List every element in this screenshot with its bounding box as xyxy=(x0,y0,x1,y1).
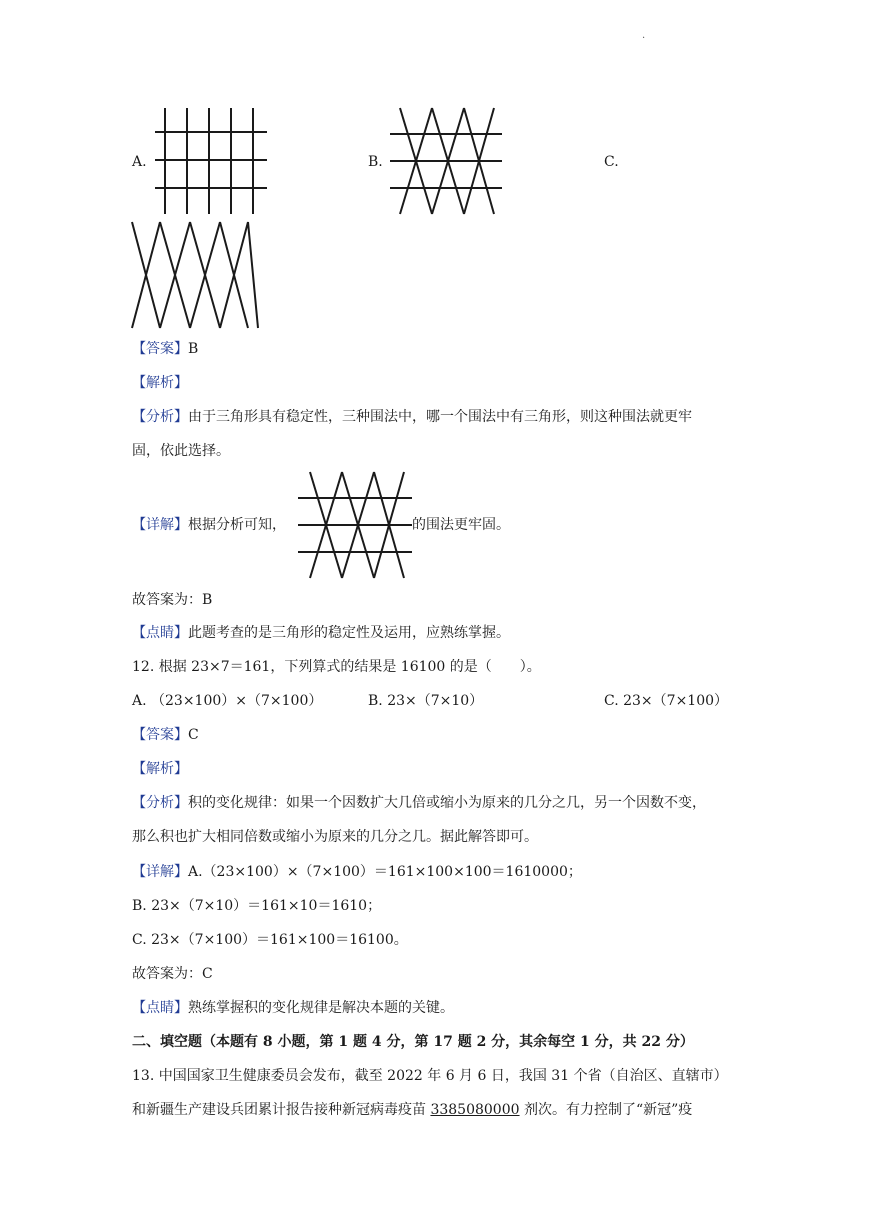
xiangjie-tag: 【详解】 xyxy=(132,864,188,880)
q12-fenxi-line1 xyxy=(132,793,706,813)
square-grid-fence-figure xyxy=(155,108,267,214)
q12-option-a: A. （23×100）×（7×100） xyxy=(132,693,323,709)
triangle-fence-inline-figure xyxy=(298,472,412,578)
answer-value: C xyxy=(188,727,199,743)
q11-final-answer: 故答案为：B xyxy=(132,592,213,608)
q12-analysis xyxy=(132,759,188,779)
header-mark: . xyxy=(642,30,646,41)
section-title: 二、填空题（本题有 8 小题，第 1 题 4 分，第 17 题 2 分，其余每空 1 分，共 22 分） xyxy=(132,1034,694,1050)
answer-tag: 【答案】 xyxy=(132,341,188,357)
q12-final-answer: 故答案为：C xyxy=(132,966,213,982)
analysis-tag: 【解析】 xyxy=(132,761,188,777)
dianjing-text: 熟练掌握积的变化规律是解决本题的关键。 xyxy=(188,1000,454,1016)
diagonal-cross-fence-figure xyxy=(130,222,260,328)
q12-dianjing xyxy=(132,998,454,1018)
xiangjie-tag: 【详解】 xyxy=(132,517,188,533)
q12-stem: 12. 根据 23×7＝161，下列算式的结果是 16100 的是（ ）。 xyxy=(132,659,541,675)
q13-text-before: 和新疆生产建设兵团累计报告接种新冠病毒疫苗 xyxy=(132,1102,431,1118)
q12-answer xyxy=(132,725,199,745)
q11-xiangjie-after: 的围法更牢固。 xyxy=(412,517,510,533)
xiangjie-text-before: 根据分析可知， xyxy=(188,517,286,533)
dianjing-text: 此题考查的是三角形的稳定性及运用，应熟练掌握。 xyxy=(188,625,510,641)
q12-option-b: B. 23×（7×10） xyxy=(368,693,484,709)
q13-text-after: 剂次。有力控制了“新冠”疫 xyxy=(519,1102,693,1118)
fenxi-text: 由于三角形具有稳定性，三种围法中，哪一个围法中有三角形，则这种围法就更牢 xyxy=(188,409,692,425)
q11-analysis xyxy=(132,373,188,393)
q11-dianjing xyxy=(132,623,510,643)
dianjing-tag: 【点睛】 xyxy=(132,1000,188,1016)
q12-xiangjie-line2: B. 23×（7×10）＝161×10＝1610； xyxy=(132,898,382,914)
q12-xiangjie-line1 xyxy=(132,862,582,882)
dianjing-tag: 【点睛】 xyxy=(132,625,188,641)
option-c-label: C. xyxy=(604,154,619,170)
option-b-label: B. xyxy=(368,154,383,170)
fenxi-tag: 【分析】 xyxy=(132,795,188,811)
vaccine-count: 3385080000 xyxy=(430,1102,520,1118)
option-a-label: A. xyxy=(132,154,147,170)
q12-xiangjie-line3: C. 23×（7×100）＝161×100＝16100。 xyxy=(132,932,408,948)
q11-fenxi-line2: 固，依此选择。 xyxy=(132,443,230,459)
q12-fenxi-line2: 那么积也扩大相同倍数或缩小为原来的几分之几。据此解答即可。 xyxy=(132,829,538,845)
q11-fenxi-line1 xyxy=(132,407,692,427)
q11-xiangjie-before xyxy=(132,515,286,535)
answer-value: B xyxy=(188,341,199,357)
answer-tag: 【答案】 xyxy=(132,727,188,743)
fenxi-tag: 【分析】 xyxy=(132,409,188,425)
q13-line2 xyxy=(132,1100,692,1120)
q13-line1: 13. 中国国家卫生健康委员会发布，截至 2022 年 6 月 6 日，我国 31 个省（自治区、直辖市） xyxy=(132,1068,728,1084)
q12-option-c: C. 23×（7×100） xyxy=(604,693,729,709)
fenxi-text: 积的变化规律：如果一个因数扩大几倍或缩小为原来的几分之几，另一个因数不变， xyxy=(188,795,706,811)
triangle-fence-figure xyxy=(390,108,502,214)
analysis-tag: 【解析】 xyxy=(132,375,188,391)
q11-answer xyxy=(132,339,198,359)
xiangjie-text: A.（23×100）×（7×100）＝161×100×100＝1610000； xyxy=(188,864,582,880)
